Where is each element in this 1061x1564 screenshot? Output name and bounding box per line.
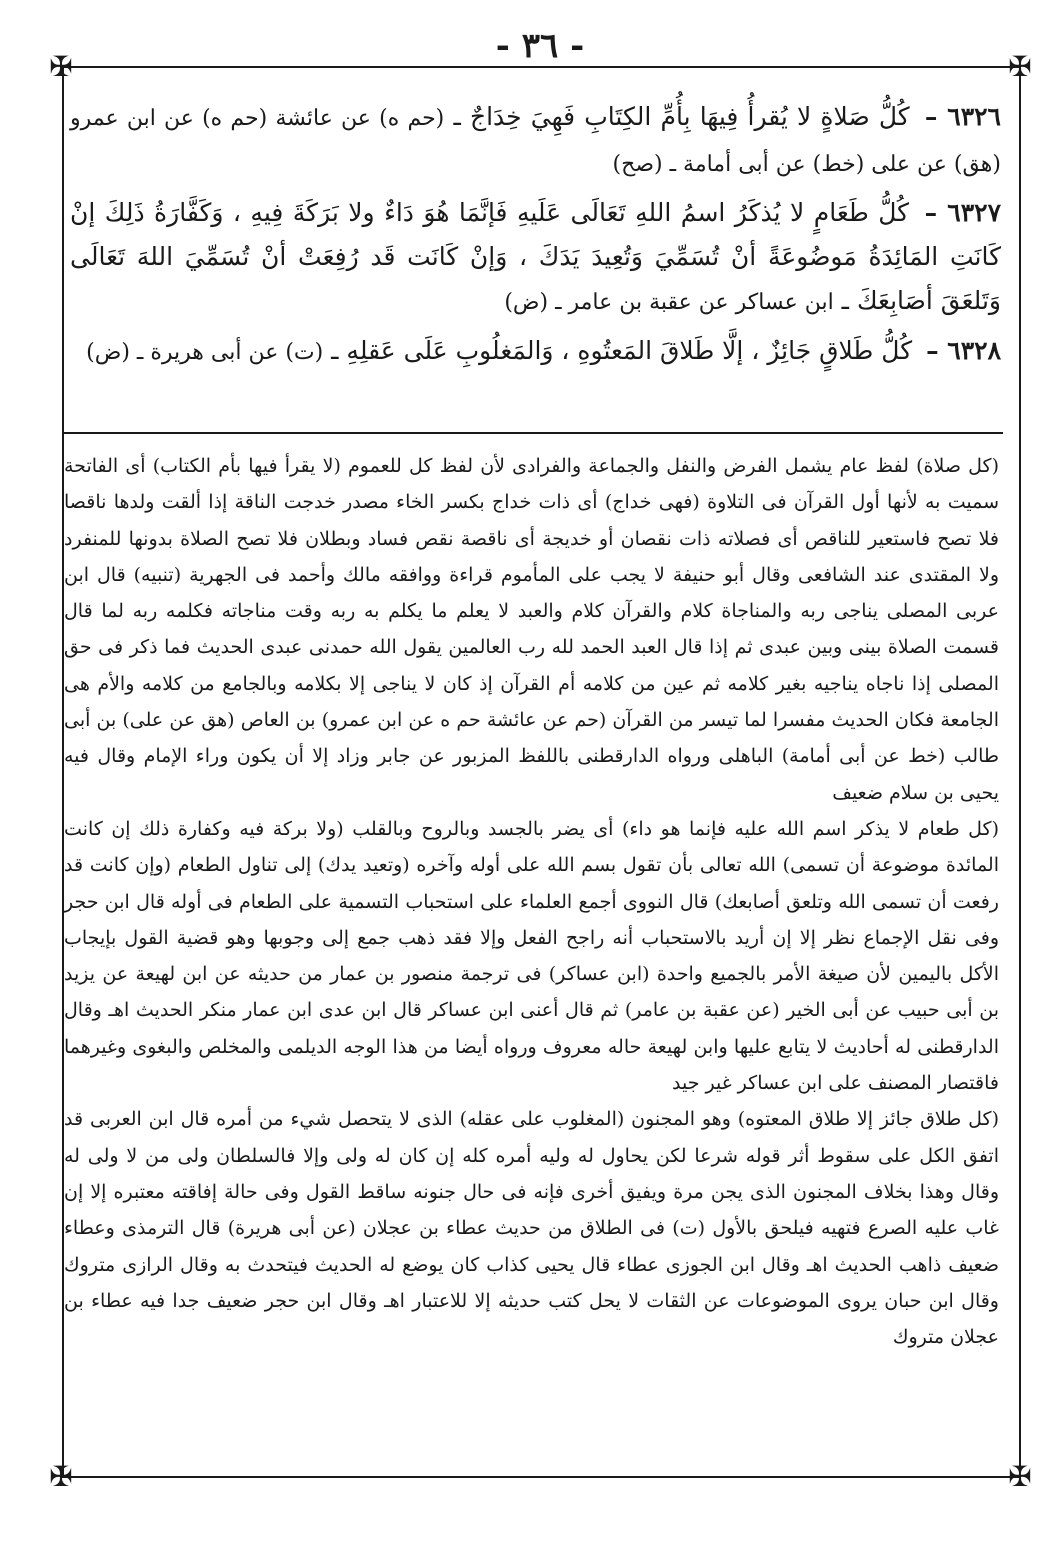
hadith-number: ٦٣٢٦ – bbox=[924, 102, 1001, 131]
frame-right-line bbox=[1019, 68, 1021, 1476]
corner-ornament-top-left-icon: ✠ bbox=[49, 50, 73, 83]
hadith-number: ٦٣٢٧ – bbox=[924, 198, 1001, 227]
hadith-entry bbox=[70, 95, 1001, 187]
commentary-paragraph: (كل طعام لا يذكر اسم الله عليه فإنما هو داء) أى يضر بالجسد وبالروح وبالقلب (ولا بركة فيه وكفارة ذلك إن كانت المائدة موضوعة أن تسمى) الله تعالى بأن تقول بسم الله على أوله وآخره (وتعيد يدك) إلى تناول الطعام (وإن كانت قد رفعت أن تسمى الله وتلعق أصابعك) قال النووى أجمع العلماء على استحباب التسمية على الطعام فى أوله قال ابن حجر وفى نقل الإجماع نظر إلا إن أريد بالاستحباب أنه راجح الفعل وإلا فقد ذهب جمع إلى وجوبها وهو قضية القول بإيجاب الأكل باليمين لأن صيغة الأمر بالجميع واحدة (ابن عساكر) فى ترجمة منصور بن عمار من حديثه عن ابن لهيعة عن يزيد بن أبى حبيب عن أبى الخير (عن عقبة بن عامر) ثم قال أعنى ابن عساكر قال ابن عدى ابن عمار منكر الحديث اهـ وقال الدارقطنى له أحاديث لا يتابع عليها وابن لهيعة حاله معروف ورواه أيضا من هذا الوجه الديلمى والمخلص والبغوى وغيرهما فاقتصار المصنف على ابن عساكر غير جيد bbox=[64, 817, 999, 1095]
hadith-sources: ابن عساكر عن عقبة بن عامر ـ (ض) bbox=[504, 290, 834, 315]
hadith-sources: (ت) عن أبى هريرة ـ (ض) bbox=[86, 340, 324, 365]
frame-bottom-line bbox=[62, 1476, 1021, 1478]
hadith-entry bbox=[70, 329, 1001, 375]
hadith-entry bbox=[70, 191, 1001, 325]
commentary-section bbox=[64, 448, 999, 1355]
corner-ornament-bottom-left-icon: ✠ bbox=[49, 1460, 73, 1493]
commentary-paragraph: (كل طلاق جائز إلا طلاق المعتوه) وهو المجنون (المغلوب على عقله) الذى لا يتحصل شيء من أمره قال ابن العربى قد اتفق الكل على سقوط أثر قوله شرعا لكن يحاول له وليه أمره كله إن كان له ولى وإلا فالسلطان ولى من لا ولى له وقال وهذا بخلاف المجنون الذى يجن مرة ويفيق أخرى فإنه فى حال جنونه ساقط القول وفى حالة إفاقته معتبره إلا إن غاب عليه الصرع فتهيه فيلحق بالأول (ت) فى الطلاق من حديث عطاء بن عجلان (عن أبى هريرة) قال الترمذى وعطاء ضعيف ذاهب الحديث اهـ وقال ابن الجوزى عطاء قال يحيى كذاب كان يوضع له الحديث فيتحدث به وقال الرازى متروك وقال ابن حبان يروى الموضوعات عن الثقات لا يحل كتب حديثه إلا للاعتبار اهـ وقال ابن حجر ضعيف جدا فيه عطاء بن عجلان متروك bbox=[64, 1108, 999, 1349]
page-number: - ٣٦ - bbox=[495, 26, 585, 66]
corner-ornament-top-right-icon: ✠ bbox=[1008, 50, 1032, 83]
hadith-text: كُلُّ طَلاقٍ جَائِزٌ ، إلَّا طَلاقَ المَعتُوهِ ، وَالمَغلُوبِ عَلَى عَقلِهِ ـ bbox=[331, 336, 913, 365]
hadith-text: كُلُّ صَلاةٍ لا يُقرأُ فِيهَا بِأُمِّ الكِتَابِ فَهِيَ خِدَاجٌ ـ bbox=[453, 102, 910, 131]
corner-ornament-bottom-right-icon: ✠ bbox=[1008, 1460, 1032, 1493]
frame-top-line bbox=[62, 66, 1021, 68]
hadith-number: ٦٣٢٨ – bbox=[926, 336, 1001, 365]
hadith-sources: (حم ه) عن عائشة (حم ه) عن ابن عمرو (هق) عن على (خط) عن أبى أمامة ـ (صح) bbox=[70, 106, 1001, 177]
hadith-text: كُلُّ طَعَامٍ لا يُذكَرُ اسمُ اللهِ تَعَالَى عَلَيهِ فَإنَّمَا هُوَ دَاءٌ ولا بَرَكَةَ فِيهِ ، وَكَفَّارَةُ ذَلِكَ إنْ كَانَتِ المَائِدَةُ مَوضُوعَةً أنْ تُسَمِّيَ وَتُعِيدَ يَدَكَ ، وَإنْ كَانَت قَد رُفِعَتْ أنْ تُسَمِّيَ اللهَ تَعَالَى وَتَلعَقَ أصَابِعَكَ ـ bbox=[70, 198, 1001, 315]
hadith-section bbox=[70, 95, 1001, 379]
commentary-paragraph: (كل صلاة) لفظ عام يشمل الفرض والنفل والجماعة والفرادى لأن لفظ كل للعموم (لا يقرأ فيها بأم الكتاب) أى الفاتحة سميت به لأنها أول القرآن فى التلاوة (فهى خداج) أى ذات خداج بكسر الخاء مصدر خدجت الناقة إذا ألقت ولدها ناقصا فلا تصح فاستعير للناقص أى فصلاته ذات نقصان أو خديجة أى ناقصة نقص فساد وبطلان فلا تصح الصلاة بدونها للمنفرد ولا المقتدى عند الشافعى وقال أبو حنيفة لا يجب على المأموم قراءة ووافقه مالك وأحمد فى الجهرية (تنبيه) قال ابن عربى المصلى يناجى ربه والمناجاة كلام والقرآن كلام والعبد لا يعلم ما يكلم به ربه وقت مناجاته فكلمه ربه لما قال قسمت الصلاة بينى وبين عبدى ثم إذا قال العبد الحمد لله رب العالمين يقول الله حمدنى عبدى الحديث فما ذكر فى حق المصلى إذا ناجاه يناجيه بغير كلامه ثم عين من كلامه أم القرآن إذ كان لا يناجى إلا بكلامه وبالجامع من كلامه والأم هى الجامعة فكان الحديث مفسرا لما تيسر من القرآن (حم عن عائشة حم ه عن ابن عمرو) بن العاص (هق عن على) بن أبى طالب (خط عن أبى أمامة) الباهلى ورواه الدارقطنى باللفظ المزبور عن جابر وزاد إلا أن يكون وراء الإمام وقال فيه يحيى بن سلام ضعيف bbox=[64, 455, 999, 804]
section-separator bbox=[62, 432, 1003, 434]
